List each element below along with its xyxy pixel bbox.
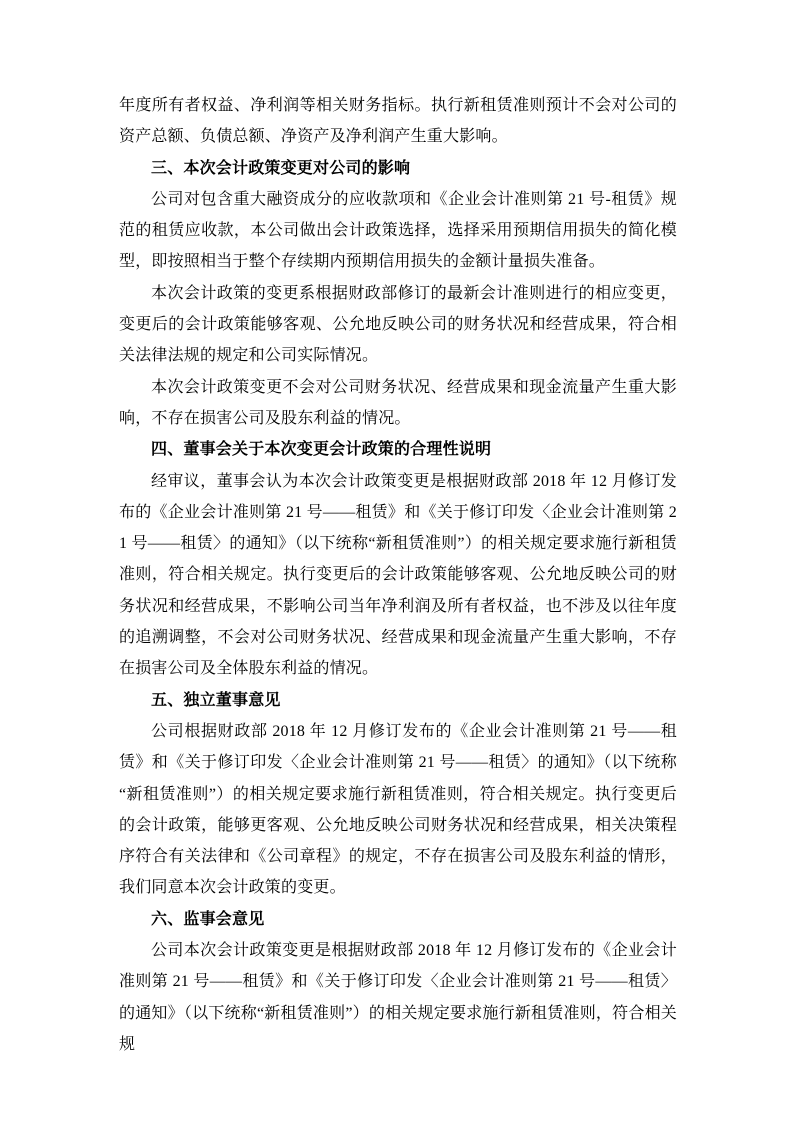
paragraph-truncated: 公司本次会计政策变更是根据财政部 2018 年 12 月修订发布的《企业会计准则第 21 号——租赁》和《关于修订印发〈企业会计准则第 21 号——租赁〉的通知》（以下统称“新租赁准则”）的相关规定要求施行新租赁准则，符合相关规 — [119, 942, 677, 1053]
section-heading-5: 五、独立董事意见 — [151, 691, 281, 709]
paragraph: 公司对包含重大融资成分的应收款项和《企业会计准则第 21 号-租赁》规范的租赁应收款，本公司做出会计政策选择，选择采用预期信用损失的简化模型，即按照相当于整个存续期内预期信用损失的金额计量损失准备。 — [119, 190, 677, 271]
document-body — [119, 90, 677, 1060]
paragraph-continuation: 年度所有者权益、净利润等相关财务指标。执行新租赁准则预计不会对公司的资产总额、负债总额、净资产及净利润产生重大影响。 — [119, 97, 677, 146]
paragraph: 经审议，董事会认为本次会计政策变更是根据财政部 2018 年 12 月修订发布的《企业会计准则第 21 号——租赁》和《关于修订印发〈企业会计准则第 21 号——租赁〉的通知》（以下统称“新租赁准则”）的相关规定要求施行新租赁准则，符合相关规定。执行变更后的会计政策能够客观、公允地反映公司的财务状况和经营成果，不影响公司当年净利润及所有者权益，也不涉及以往年度的追溯调整，不会对公司财务状况、经营成果和现金流量产生重大影响，不存在损害公司及全体股东利益的情况。 — [119, 472, 677, 678]
paragraph: 公司根据财政部 2018 年 12 月修订发布的《企业会计准则第 21 号——租赁》和《关于修订印发〈企业会计准则第 21 号——租赁〉的通知》（以下统称“新租赁准则”）的相关规定要求施行新租赁准则，符合相关规定。执行变更后的会计政策，能够更客观、公允地反映公司财务状况和经营成果，相关决策程序符合有关法律和《公司章程》的规定，不存在损害公司及股东利益的情形，我们同意本次会计政策的变更。 — [119, 722, 677, 897]
paragraph: 本次会计政策的变更系根据财政部修订的最新会计准则进行的相应变更，变更后的会计政策能够客观、公允地反映公司的财务状况和经营成果，符合相关法律法规的规定和公司实际情况。 — [119, 284, 677, 365]
section-heading-3: 三、本次会计政策变更对公司的影响 — [151, 159, 411, 177]
section-heading-4: 四、董事会关于本次变更会计政策的合理性说明 — [151, 441, 492, 459]
section-heading-6: 六、监事会意见 — [151, 910, 265, 928]
paragraph: 本次会计政策变更不会对公司财务状况、经营成果和现金流量产生重大影响，不存在损害公司及股东利益的情况。 — [119, 378, 677, 427]
